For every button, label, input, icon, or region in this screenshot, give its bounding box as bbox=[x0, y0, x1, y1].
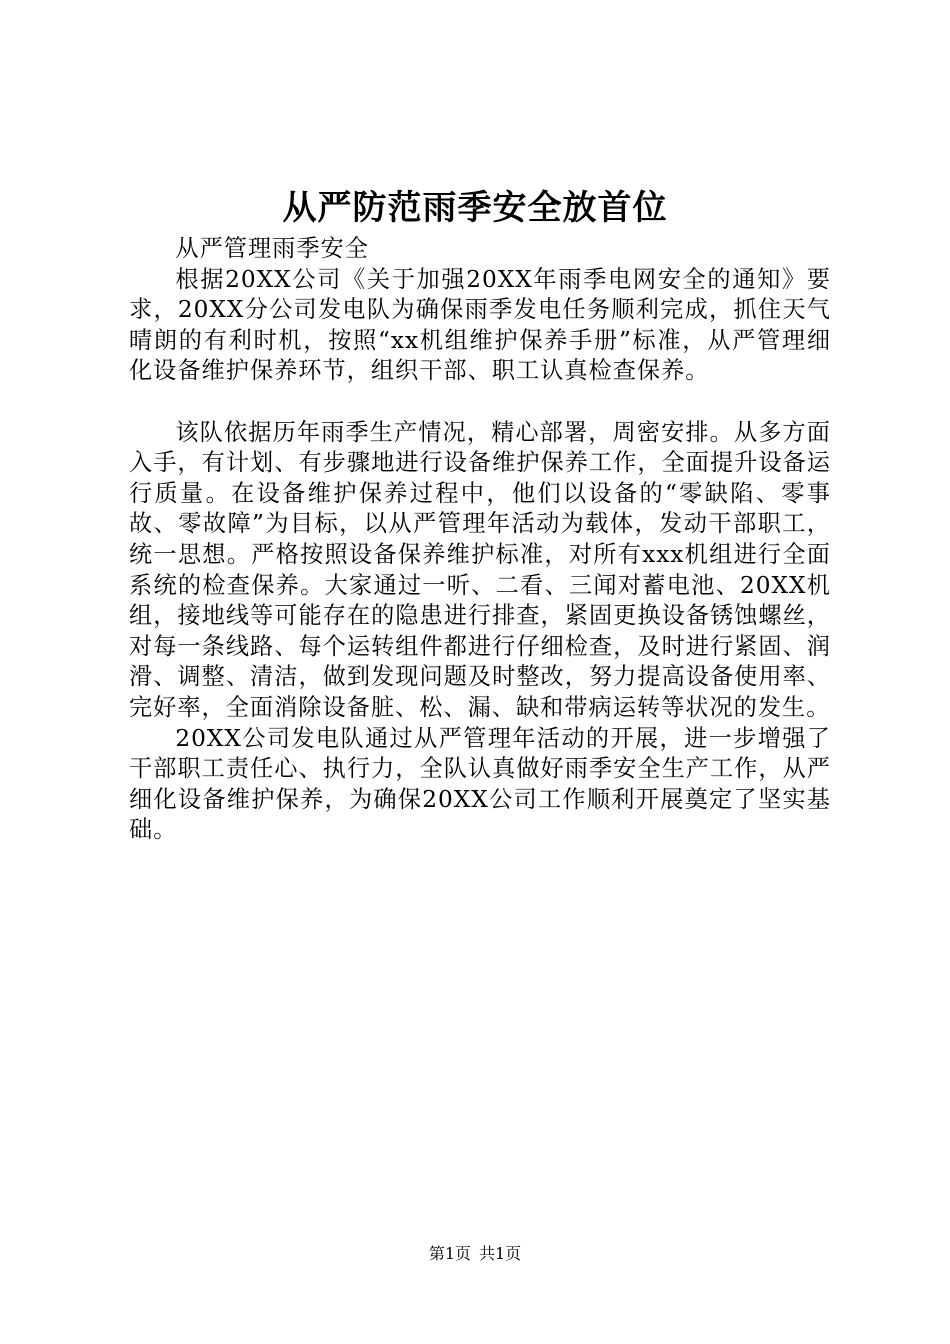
page-total: 共1页 bbox=[479, 1244, 522, 1263]
paragraph-3: 20XX公司发电队通过从严管理年活动的开展，进一步增强了干部职工责任心、执行力，全队认真做好雨季安全生产工作，从严细化设备维护保养，为确保20XX公司工作顺利开展奠定了坚实基础。 bbox=[129, 724, 831, 844]
page-footer bbox=[0, 1244, 950, 1264]
document-title: 从严防范雨季安全放首位 bbox=[282, 188, 668, 228]
paragraph-1: 根据20XX公司《关于加强20XX年雨季电网安全的通知》要求，20XX分公司发电队为确保雨季发电任务顺利完成，抓住天气晴朗的有利时机，按照“xx机组维护保养手册”标准，从严管理细化设备维护保养环节，组织干部、职工认真检查保养。 bbox=[129, 265, 831, 385]
subheading: 从严管理雨季安全 bbox=[175, 235, 369, 262]
page-number: 第1页 bbox=[428, 1244, 471, 1263]
paragraph-2: 该队依据历年雨季生产情况，精心部署，周密安排。从多方面入手，有计划、有步骤地进行设备维护保养工作，全面提升设备运行质量。在设备维护保养过程中，他们以设备的“零缺陷、零事故、零故障”为目标，以从严管理年活动为载体，发动干部职工，统一思想。严格按照设备保养维护标准，对所有xxx机组进行全面系统的检查保养。大家通过一听、二看、三闻对蓄电池、20XX机组，接地线等可能存在的隐患进行排查，紧固更换设备锈蚀螺丝，对每一条线路、每个运转组件都进行仔细检查，及时进行紧固、润滑、调整、清洁，做到发现问题及时整改，努力提高设备使用率、完好率，全面消除设备脏、松、漏、缺和带病运转等状况的发生。 bbox=[129, 418, 831, 721]
document-body bbox=[129, 234, 831, 846]
